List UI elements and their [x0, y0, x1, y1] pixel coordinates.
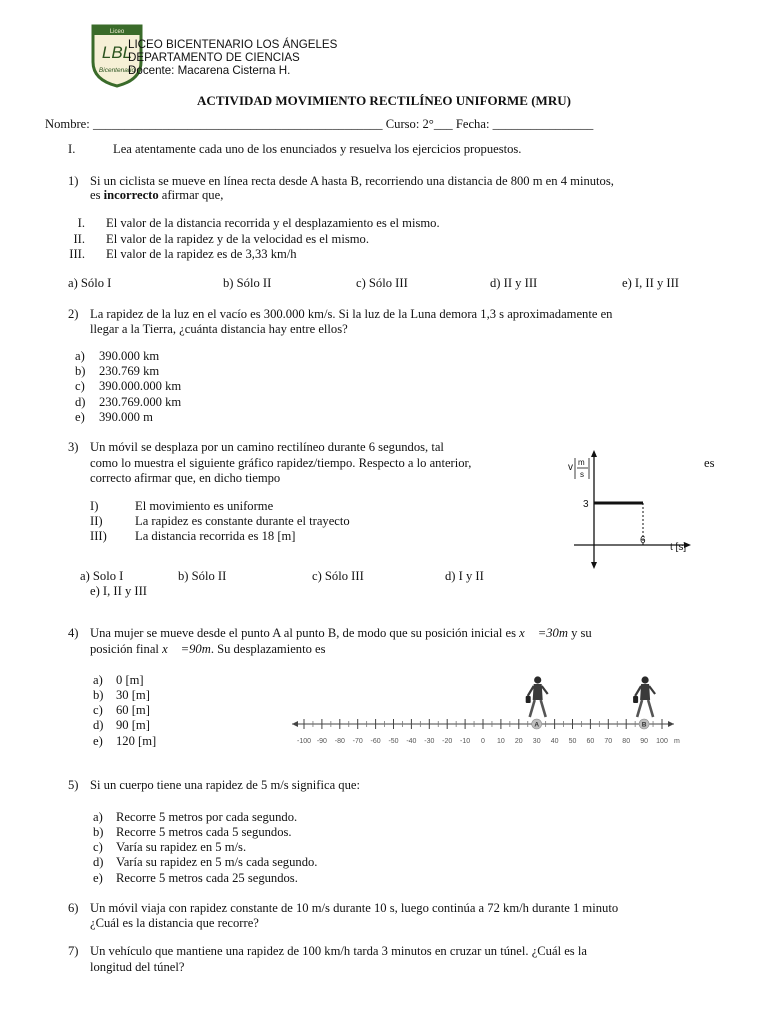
walker-point-b-label: B: [641, 721, 647, 729]
q3-statement-num: II): [90, 514, 103, 528]
speed-time-graph: [560, 448, 700, 576]
number-line-tick-label: -60: [370, 738, 381, 745]
q3-statement-text: La rapidez es constante durante el trayecto: [135, 514, 350, 528]
q1-statement-num: I.: [77, 216, 85, 230]
department-name: DEPARTAMENTO DE CIENCIAS: [128, 51, 300, 64]
q4-option-e[interactable]: 120 [m]: [116, 734, 157, 748]
number-line-tick-label: -70: [352, 738, 363, 745]
q4-option-b[interactable]: 30 [m]: [116, 688, 150, 702]
walker-point-a-label: A: [534, 721, 540, 729]
q5-option-b[interactable]: Recorre 5 metros cada 5 segundos.: [116, 825, 292, 839]
graph-y-unit-top: m: [578, 458, 585, 467]
q1-option-e[interactable]: e) I, II y III: [622, 276, 679, 290]
q7-line2: longitud del túnel?: [90, 960, 185, 974]
q4-line1: Una mujer se mueve desde el punto A al punto B, de modo que su posición inicial es x⃗ =30m y su: [90, 626, 592, 640]
graph-y-unit-bottom: s: [580, 470, 584, 479]
course-label[interactable]: Curso: 2°___: [385, 117, 453, 131]
q1-option-d[interactable]: d) II y III: [490, 276, 538, 290]
q2-option-a-letter: a): [75, 349, 85, 363]
name-label: Nombre:: [45, 117, 90, 131]
number-line-diagram: [290, 672, 685, 750]
q2-option-d-letter: d): [75, 395, 86, 409]
q2-line2: llegar a la Tierra, ¿cuánta distancia hay entre ellos?: [90, 322, 348, 336]
q2-option-d[interactable]: 230.769.000 km: [99, 395, 182, 409]
q3-option-c[interactable]: c) Sólo III: [312, 569, 364, 583]
q2-number: 2): [68, 307, 79, 321]
q3-statement-num: III): [90, 529, 107, 543]
q3-option-d[interactable]: d) I y II: [445, 569, 484, 583]
number-line-tick-label: -20: [442, 738, 453, 745]
walker-point-a: [526, 676, 548, 729]
number-line-tick-label: -30: [424, 738, 435, 745]
q4-option-c[interactable]: 60 [m]: [116, 703, 150, 717]
q5-option-c[interactable]: Varía su rapidez en 5 m/s.: [116, 840, 247, 854]
q5-option-d-letter: d): [93, 855, 104, 869]
number-line-tick-label: 20: [514, 738, 523, 745]
graph-x-label: t [s]: [670, 542, 687, 553]
q3-option-e[interactable]: e) I, II y III: [90, 584, 147, 598]
q2-option-c-letter: c): [75, 379, 85, 393]
number-line-tick-label: -10: [460, 738, 471, 745]
q2-option-c[interactable]: 390.000.000 km: [99, 379, 182, 393]
q4-option-d[interactable]: 90 [m]: [116, 718, 150, 732]
graph-y-tick: 3: [583, 499, 589, 510]
q4-option-b-letter: b): [93, 688, 104, 702]
number-line-tick-label: -50: [388, 738, 399, 745]
number-line-tick-label: 30: [532, 738, 541, 745]
q3-option-b[interactable]: b) Sólo II: [178, 569, 227, 583]
q1-line1: Si un ciclista se mueve en línea recta desde A hasta B, recorriendo una distancia de 800 m en 4 minutos,: [90, 174, 614, 188]
q4-option-a[interactable]: 0 [m]: [116, 673, 144, 687]
q4-option-d-letter: d): [93, 718, 104, 732]
q1-option-c[interactable]: c) Sólo III: [356, 276, 408, 290]
student-info-line: [45, 117, 593, 132]
q1-statement-num: III.: [69, 247, 85, 261]
q4-option-e-letter: e): [93, 734, 103, 748]
q5-option-e-letter: e): [93, 871, 103, 885]
q2-option-e[interactable]: 390.000 m: [99, 410, 153, 424]
q3-line1: Un móvil se desplaza por un camino rectilíneo durante 6 segundos, tal: [90, 440, 444, 454]
number-line-tick-label: 60: [586, 738, 595, 745]
q3-line2: como lo muestra el siguiente gráfico rapidez/tiempo. Respecto a lo anterior,: [90, 456, 472, 470]
walker-point-b: [633, 676, 655, 729]
q1-option-a[interactable]: a) Sólo I: [68, 276, 112, 290]
graph-y-label: v: [568, 462, 573, 473]
number-line-tick-label: -40: [406, 738, 417, 745]
school-name: LICEO BICENTENARIO LOS ÁNGELES: [128, 38, 338, 51]
q2-option-e-letter: e): [75, 410, 85, 424]
q3-line2-tail: es: [704, 456, 715, 470]
number-line-tick-label: 80: [622, 738, 631, 745]
q7-line1: Un vehículo que mantiene una rapidez de 100 km/h tarda 3 minutos en cruzar un túnel. ¿Cuál es la: [90, 944, 587, 958]
teacher-name: Docente: Macarena Cisterna H.: [128, 64, 291, 77]
q2-option-b-letter: b): [75, 364, 86, 378]
q5-option-c-letter: c): [93, 840, 103, 854]
number-line-tick-label: 40: [550, 738, 559, 745]
q6-line2: ¿Cuál es la distancia que recorre?: [90, 916, 259, 930]
q1-statement-text: El valor de la rapidez y de la velocidad es el mismo.: [106, 232, 369, 246]
q6-number: 6): [68, 901, 79, 915]
q5-number: 5): [68, 778, 79, 792]
logo-monogram: LBL: [101, 43, 133, 62]
q2-option-b[interactable]: 230.769 km: [99, 364, 160, 378]
q4-option-a-letter: a): [93, 673, 103, 687]
date-label[interactable]: Fecha: ________________: [455, 117, 594, 131]
number-line-tick-label: 10: [497, 738, 505, 745]
instructions-text: Lea atentamente cada uno de los enunciados y resuelva los ejercicios propuestos.: [113, 142, 522, 156]
q1-statement-num: II.: [73, 232, 85, 246]
q5-option-a[interactable]: Recorre 5 metros por cada segundo.: [116, 810, 298, 824]
number-line-tick-label: 0: [481, 738, 485, 745]
number-line-tick-label: -100: [296, 738, 312, 745]
q2-line1: La rapidez de la luz en el vacío es 300.000 km/s. Si la luz de la Luna demora 1,3 s aproximadamente en: [90, 307, 613, 321]
q3-statement-text: El movimiento es uniforme: [135, 499, 274, 513]
q1-incorrect-word: incorrecto: [103, 188, 159, 202]
q5-option-d[interactable]: Varía su rapidez en 5 m/s cada segundo.: [116, 855, 318, 869]
number-line-tick-label: 70: [604, 738, 613, 745]
q1-statement-text: El valor de la rapidez es de 3,33 km/h: [106, 247, 297, 261]
q3-number: 3): [68, 440, 79, 454]
number-line-tick-label: 100: [656, 738, 668, 745]
q5-option-a-letter: a): [93, 810, 103, 824]
q1-option-b[interactable]: b) Sólo II: [223, 276, 272, 290]
instructions-number: I.: [68, 142, 76, 156]
q5-option-e[interactable]: Recorre 5 metros cada 25 segundos.: [116, 871, 298, 885]
q4-initial-position: x⃗ =30: [519, 626, 559, 640]
name-blank[interactable]: ______________________________________________: [92, 117, 383, 131]
q1-statement-text: El valor de la distancia recorrida y el desplazamiento es el mismo.: [106, 216, 440, 230]
q4-final-position: x⃗ =90: [162, 642, 202, 656]
q7-number: 7): [68, 944, 79, 958]
q1-line2: es incorrecto afirmar que,: [90, 188, 224, 202]
page-title: ACTIVIDAD MOVIMIENTO RECTILÍNEO UNIFORME (MRU): [197, 93, 571, 108]
number-line-tick-label: -80: [334, 738, 345, 745]
q6-line1: Un móvil viaja con rapidez constante de 10 m/s durante 10 s, luego continúa a 72 km/h durante 1 minuto: [90, 901, 619, 915]
q3-statement-num: I): [90, 499, 99, 513]
q3-statement-text: La distancia recorrida es 18 [m]: [135, 529, 296, 543]
number-line-tick-label: 50: [568, 738, 577, 745]
graph-x-tick: 6: [640, 535, 646, 546]
logo-bottom-text: Bicentenario: [98, 67, 136, 74]
number-line-unit: m: [674, 738, 680, 745]
q4-option-c-letter: c): [93, 703, 103, 717]
q3-option-a[interactable]: a) Solo I: [80, 569, 124, 583]
q4-line2: posición final x⃗ =90m. Su desplazamiento es: [90, 642, 326, 656]
number-line-tick-label: 90: [640, 738, 648, 745]
q3-line3: correcto afirmar que, en dicho tiempo: [90, 471, 281, 485]
q5-text: Si un cuerpo tiene una rapidez de 5 m/s significa que:: [90, 778, 360, 792]
logo-top-text: Liceo: [109, 29, 125, 35]
q4-number: 4): [68, 626, 79, 640]
number-line-tick-label: -90: [316, 738, 327, 745]
q2-option-a[interactable]: 390.000 km: [99, 349, 160, 363]
q5-option-b-letter: b): [93, 825, 104, 839]
q1-number: 1): [68, 174, 79, 188]
